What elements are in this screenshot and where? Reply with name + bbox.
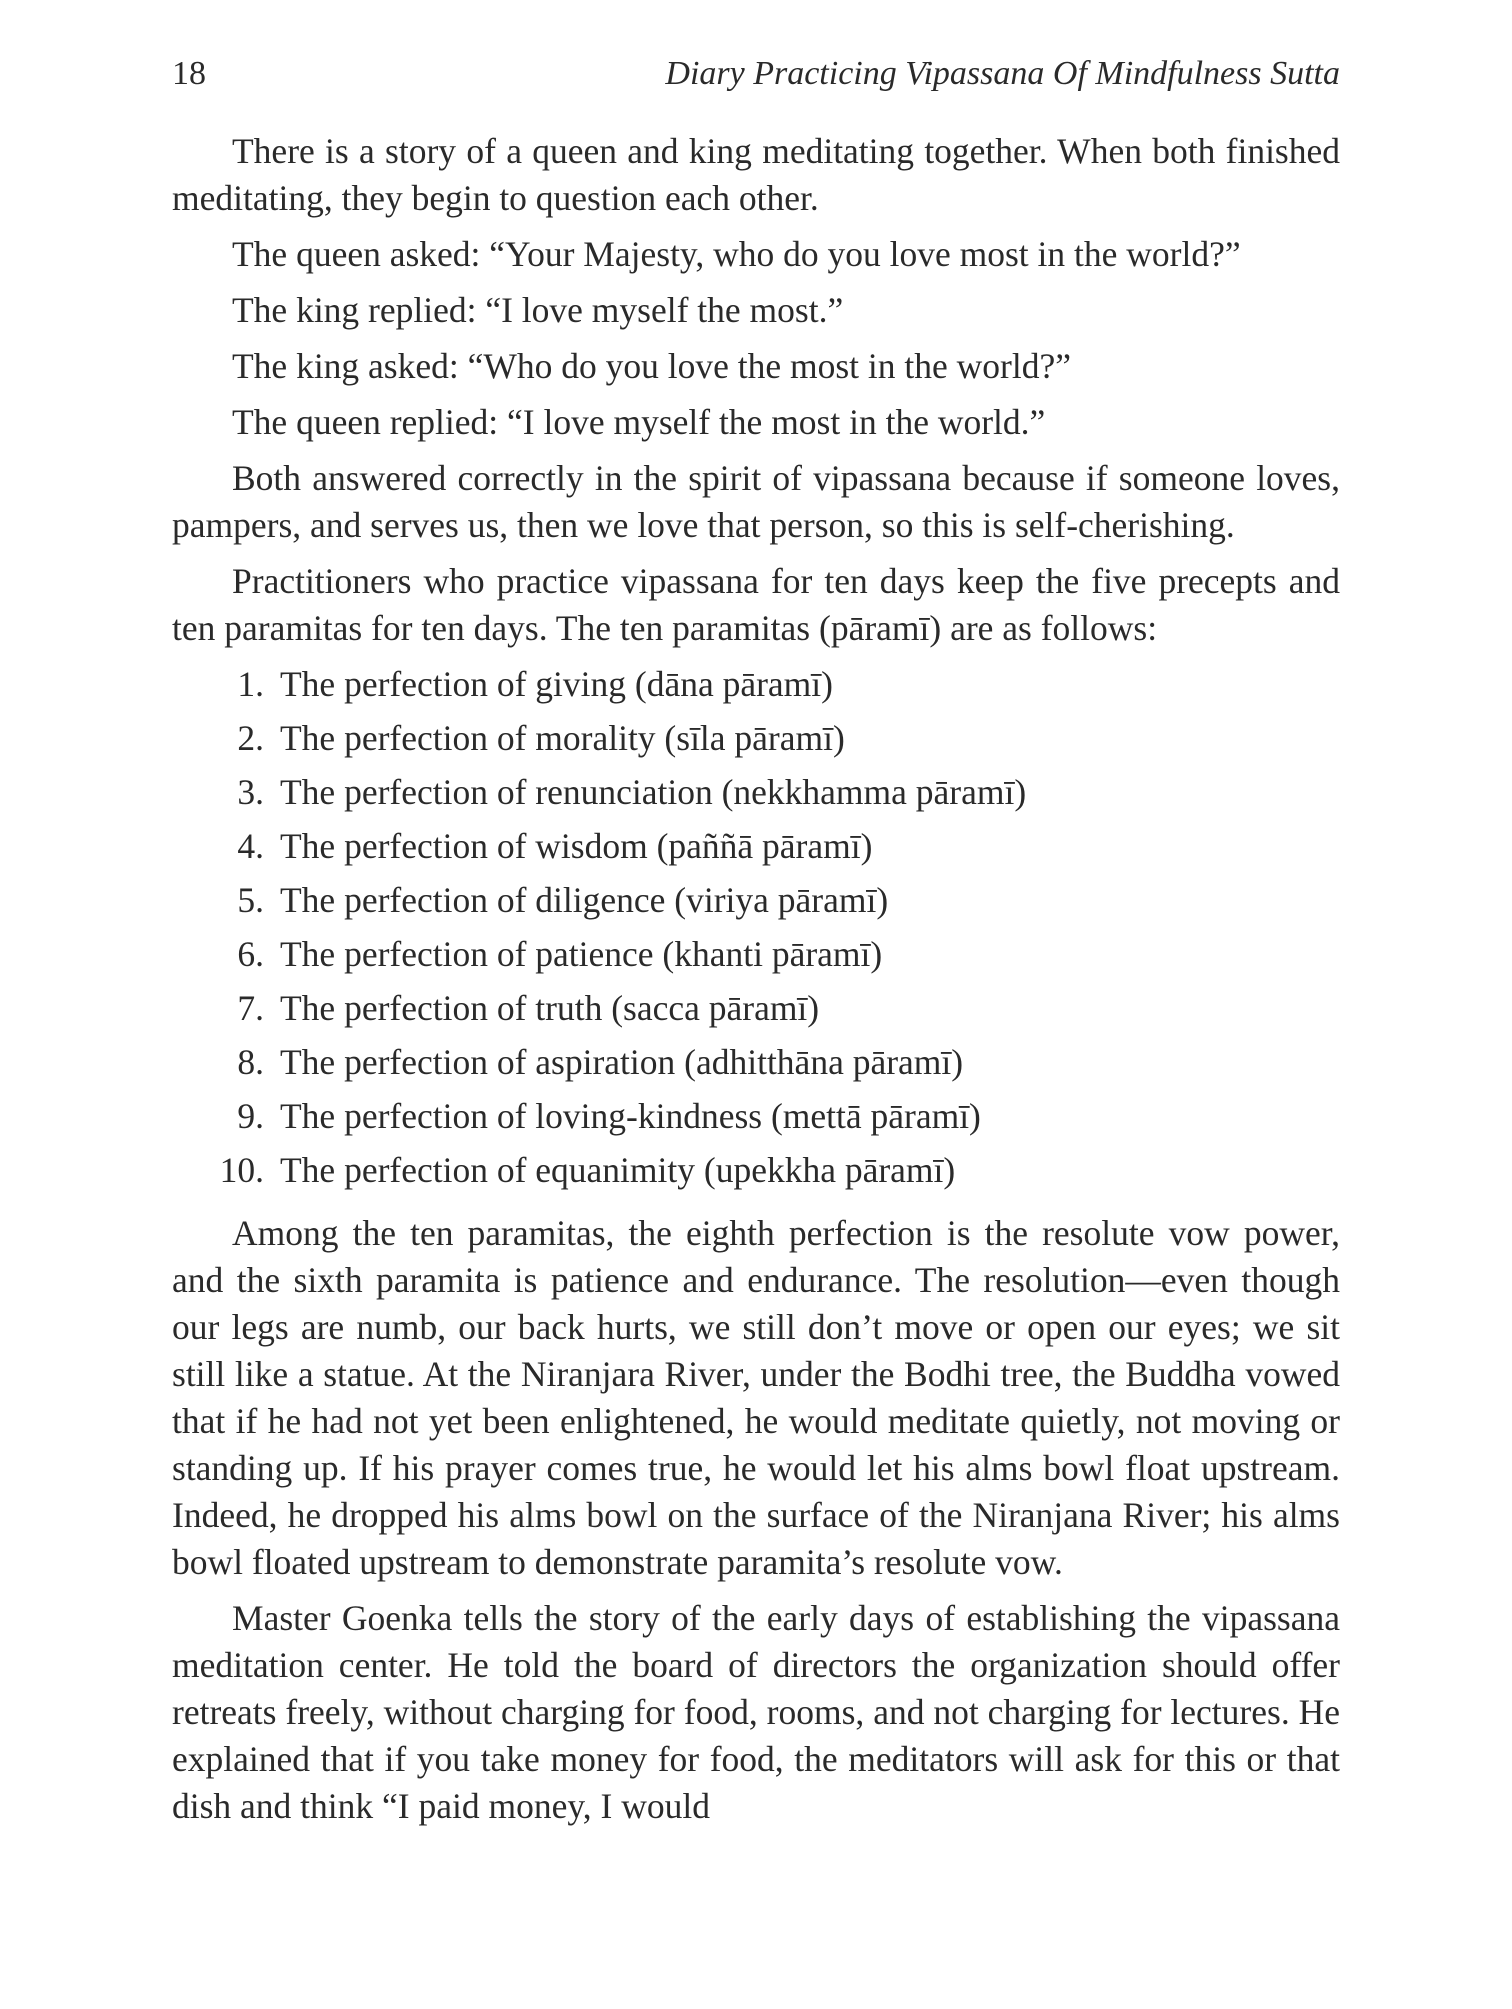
list-item-text: The perfection of renunciation (nekkhamma pāramī) [280,772,1027,812]
list-item-number: 3. [237,772,264,812]
list-item-text: The perfection of morality (sīla pāramī) [280,718,845,758]
list-item [172,1147,1340,1201]
list-item-text: The perfection of patience (khanti pāramī) [280,934,883,974]
page-header [172,52,1340,96]
list-item-number: 1. [237,664,264,704]
page-body [172,128,1340,1839]
dialogue-line-queen-asks: The queen asked: “Your Majesty, who do you love most in the world?” [232,234,1241,274]
paragraph-resolute-vow: Among the ten paramitas, the eighth perfection is the resolute vow power, and the sixth paramita is patience and endurance. The resolution—even though our legs are numb, our back hurts, we still don’t move or open our eyes; we sit still like a statue. At the Niranjara River, under the Bodhi tree, the Buddha vowed that if he had not yet been enlightened, he would meditate quietly, not moving or standing up. If his prayer comes true, he would let his alms bowl float upstream. Indeed, he dropped his alms bowl on the surface of the Niranjana River; his alms bowl floated upstream to demonstrate paramita’s resolute vow. [172,1213,1340,1582]
list-item [172,985,1340,1039]
list-item-number: 10. [219,1150,264,1190]
list-item-number: 6. [237,934,264,974]
list-item [172,715,1340,769]
paragraph-self-cherishing: Both answered correctly in the spirit of vipassana because if someone loves, pampers, and serves us, then we love that person, so this is self-cherishing. [172,458,1340,545]
list-item-number: 7. [237,988,264,1028]
list-item-text: The perfection of giving (dāna pāramī) [280,664,833,704]
dialogue-line-queen-replies: The queen replied: “I love myself the most in the world.” [232,402,1046,442]
list-item [172,1039,1340,1093]
list-item-text: The perfection of loving-kindness (mettā pāramī) [280,1096,981,1136]
list-item [172,823,1340,877]
list-item-text: The perfection of aspiration (adhitthāna pāramī) [280,1042,964,1082]
dialogue-line-king-replies: The king replied: “I love myself the most.” [232,290,844,330]
list-item [172,769,1340,823]
list-item-number: 4. [237,826,264,866]
paragraph-story-intro: There is a story of a queen and king meditating together. When both finished meditating, they begin to question each other. [172,131,1340,218]
list-item-number: 9. [237,1096,264,1136]
list-item-number: 5. [237,880,264,920]
paragraph-goenka-story: Master Goenka tells the story of the early days of establishing the vipassana meditation center. He told the board of directors the organization should offer retreats freely, without charging for food, rooms, and not charging for lectures. He explained that if you take money for food, the meditators will ask for this or that dish and think “I paid money, I would [172,1598,1340,1826]
list-item [172,1093,1340,1147]
page-number: 18 [172,55,206,92]
list-item-text: The perfection of diligence (viriya pāramī) [280,880,889,920]
list-item-text: The perfection of truth (sacca pāramī) [280,988,820,1028]
list-item [172,877,1340,931]
paragraph-paramitas-intro: Practitioners who practice vipassana for ten days keep the five precepts and ten paramitas for ten days. The ten paramitas (pāramī) are as follows: [172,561,1340,648]
running-title: Diary Practicing Vipassana Of Mindfulness Sutta [665,55,1340,92]
dialogue-line-king-asks: The king asked: “Who do you love the most in the world?” [232,346,1071,386]
paramitas-list [172,661,1340,1201]
list-item-number: 2. [237,718,264,758]
list-item-text: The perfection of wisdom (paññā pāramī) [280,826,873,866]
list-item [172,931,1340,985]
list-item-text: The perfection of equanimity (upekkha pāramī) [280,1150,956,1190]
list-item-number: 8. [237,1042,264,1082]
list-item [172,661,1340,715]
